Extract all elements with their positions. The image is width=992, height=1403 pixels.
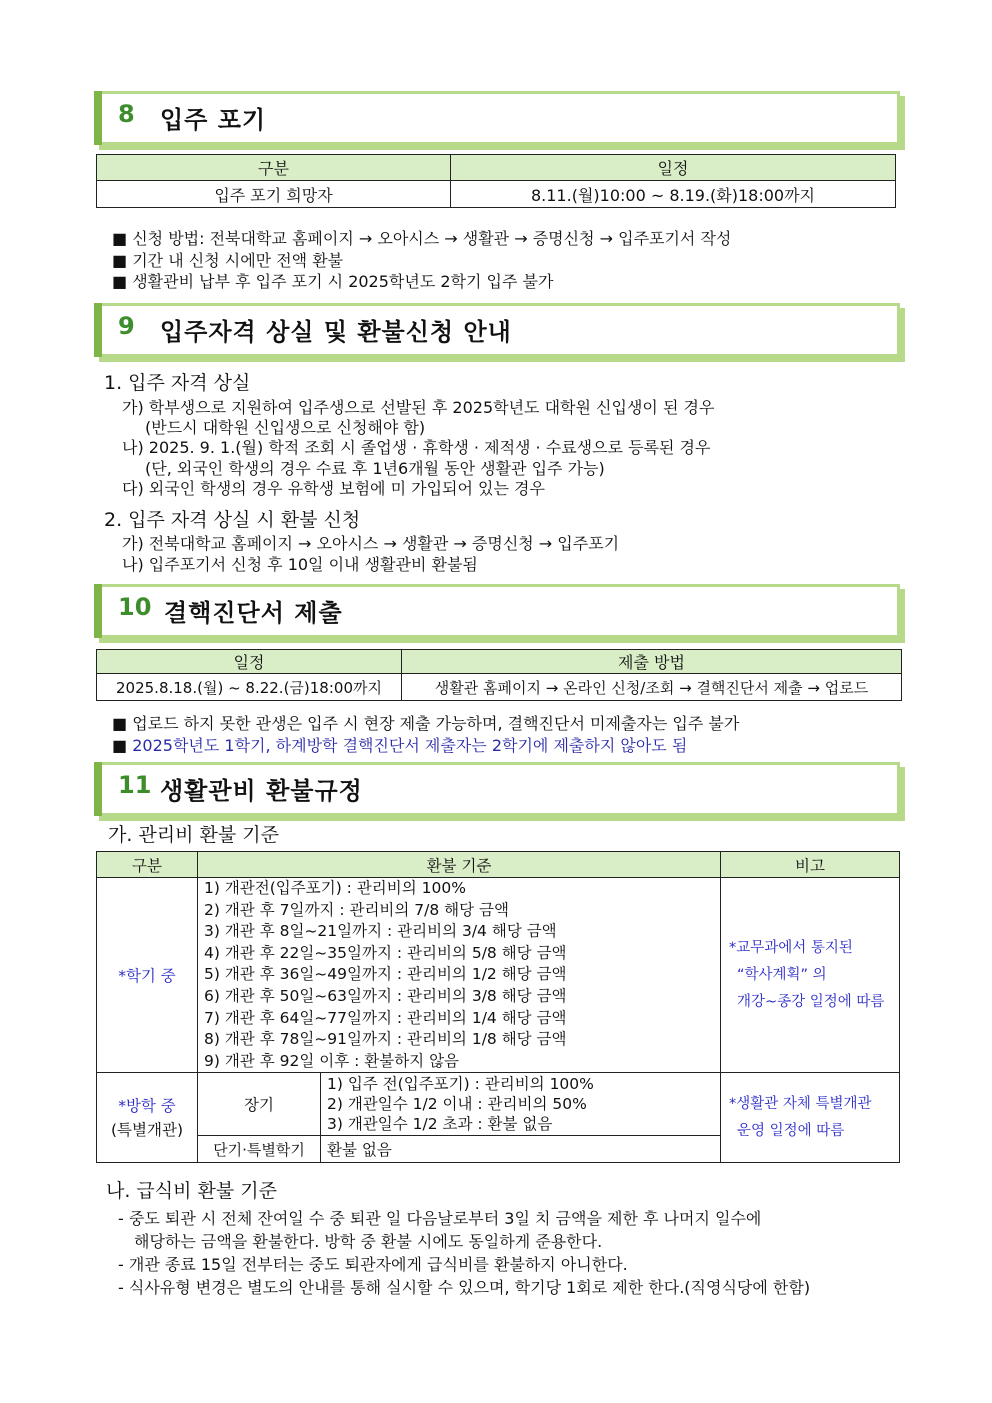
list-item: - 식사유형 변경은 별도의 안내를 통해 실시할 수 있으며, 학기당 1회로 제한 한다.(직영식당에 한함) xyxy=(118,1278,811,1297)
list-item: 가) 학부생으로 지원하여 입주생으로 선발된 후 2025학년도 대학원 신입생이 된 경우 xyxy=(122,398,715,417)
table-header: 일정 xyxy=(451,155,896,181)
list-item: - 중도 퇴관 시 전체 잔여일 수 중 퇴관 일 다음날로부터 3일 치 금액을 제한 후 나머지 일수에 xyxy=(118,1209,762,1228)
list-item: 3) 개관일수 1/2 초과 : 환불 없음 xyxy=(327,1115,553,1134)
bullet: ■ 신청 방법: 전북대학교 홈페이지 → 오아시스 → 생활관 → 증명신청 → 입주포기서 작성 xyxy=(112,229,732,248)
table-header: 구분 xyxy=(97,155,451,181)
table-header: 구분 xyxy=(97,852,198,878)
section-number: 8 xyxy=(118,100,135,128)
list-item: 5) 개관 후 36일~49일까지 : 관리비의 1/2 해당 금액 xyxy=(204,965,567,984)
list-item: (반드시 대학원 신입생으로 신청해야 함) xyxy=(145,418,426,437)
long-term-rules-cell xyxy=(321,1073,721,1136)
table-header: 일정 xyxy=(97,650,402,674)
table-cell xyxy=(97,878,198,1073)
list-item: 해당하는 금액을 환불한다. 방학 중 환불 시에도 동일하게 준용한다. xyxy=(134,1232,603,1251)
list-item: 4) 개관 후 22일~35일까지 : 관리비의 5/8 해당 금액 xyxy=(204,943,567,962)
list-item: 3) 개관 후 8일~21일까지 : 관리비의 3/4 해당 금액 xyxy=(204,922,557,941)
table-cell xyxy=(97,1073,198,1163)
table-header: 비고 xyxy=(721,852,900,878)
subheading: 1. 입주 자격 상실 xyxy=(104,372,251,394)
list-item: 9) 개관 후 92일 이후 : 환불하지 않음 xyxy=(204,1051,460,1070)
list-item: 1) 입주 전(입주포기) : 관리비의 100% xyxy=(327,1075,594,1094)
bullet: ■ 기간 내 신청 시에만 전액 환불 xyxy=(112,251,344,270)
remark-line: *교무과에서 통지된 xyxy=(729,939,853,956)
table-cell: 생활관 홈페이지 → 온라인 신청/조회 → 결핵진단서 제출 → 업로드 xyxy=(402,674,902,701)
vacation-label: *방학 중 xyxy=(118,1096,176,1115)
vacation-sublabel: (특별개관) xyxy=(111,1120,183,1139)
list-item: 6) 개관 후 50일~63일까지 : 관리비의 3/8 해당 금액 xyxy=(204,986,567,1005)
list-item: 가) 전북대학교 홈페이지 → 오아시스 → 생활관 → 증명신청 → 입주포기 xyxy=(122,534,620,553)
list-item: (단, 외국인 학생의 경우 수료 후 1년6개월 동안 생활관 입주 가능) xyxy=(145,459,605,478)
table-cell: 8.11.(월)10:00 ~ 8.19.(화)18:00까지 xyxy=(451,181,896,208)
section-9-header xyxy=(94,303,901,359)
section-11-header xyxy=(94,762,901,818)
section-number: 11 xyxy=(118,771,152,799)
table-cell: 장기 xyxy=(198,1073,321,1136)
table-header: 환불 기준 xyxy=(198,852,721,878)
table-cell: 입주 포기 희망자 xyxy=(97,181,451,208)
section-title: 입주자격 상실 및 환불신청 안내 xyxy=(160,318,512,346)
semester-rules-cell xyxy=(198,878,721,1073)
bullet: ■ 생활관비 납부 후 입주 포기 시 2025학년도 2학기 입주 불가 xyxy=(112,272,554,291)
section-number: 10 xyxy=(118,593,152,621)
list-item: 다) 외국인 학생의 경우 유학생 보험에 미 가입되어 있는 경우 xyxy=(122,479,545,498)
withdrawal-schedule-table xyxy=(96,154,896,208)
bullet-mark: ■ xyxy=(112,736,128,755)
remark-line: 운영 일정에 따름 xyxy=(737,1122,845,1139)
semester-label: *학기 중 xyxy=(118,967,176,986)
tb-certificate-table xyxy=(96,649,902,701)
bullet-text: 2025학년도 1학기, 하계방학 결핵진단서 제출자는 2학기에 제출하지 않아도 됨 xyxy=(132,736,688,755)
list-item: 나) 2025. 9. 1.(월) 학적 조회 시 졸업생 · 휴학생 · 제적생 · 수료생으로 등록된 경우 xyxy=(122,438,711,457)
remark-cell xyxy=(721,1073,900,1163)
list-item: 나) 입주포기서 신청 후 10일 이내 생활관비 환불됨 xyxy=(122,555,478,574)
list-item: 7) 개관 후 64일~77일까지 : 관리비의 1/4 해당 금액 xyxy=(204,1008,567,1027)
section-title: 결핵진단서 제출 xyxy=(164,599,343,627)
remark-line: *생활관 자체 특별개관 xyxy=(729,1095,872,1112)
section-8-header xyxy=(94,91,901,147)
list-item: - 개관 종료 15일 전부터는 중도 퇴관자에게 급식비를 환불하지 아니한다. xyxy=(118,1255,628,1274)
remark-line: “학사계획” 의 xyxy=(737,966,827,983)
management-fee-refund-table xyxy=(96,851,900,1163)
subheading: 가. 관리비 환불 기준 xyxy=(108,824,279,846)
subheading: 2. 입주 자격 상실 시 환불 신청 xyxy=(104,509,361,531)
bullet: ■ 업로드 하지 못한 관생은 입주 시 현장 제출 가능하며, 결핵진단서 미제출자는 입주 불가 xyxy=(112,714,740,733)
table-header: 제출 방법 xyxy=(402,650,902,674)
list-item: 2) 개관 후 7일까지 : 관리비의 7/8 해당 금액 xyxy=(204,900,509,919)
bullet xyxy=(112,733,687,756)
list-item: 2) 개관일수 1/2 이내 : 관리비의 50% xyxy=(327,1095,587,1114)
subheading: 나. 급식비 환불 기준 xyxy=(106,1180,277,1202)
remark-cell xyxy=(721,878,900,1073)
table-cell: 환불 없음 xyxy=(321,1136,721,1163)
section-title: 생활관비 환불규정 xyxy=(160,777,363,805)
section-10-header xyxy=(94,584,901,640)
remark-line: 개강~종강 일정에 따름 xyxy=(737,993,885,1010)
table-cell: 2025.8.18.(월) ~ 8.22.(금)18:00까지 xyxy=(97,674,402,701)
list-item: 1) 개관전(입주포기) : 관리비의 100% xyxy=(204,879,466,897)
section-number: 9 xyxy=(118,312,135,340)
table-cell: 단기·특별학기 xyxy=(198,1136,321,1163)
list-item: 8) 개관 후 78일~91일까지 : 관리비의 1/8 해당 금액 xyxy=(204,1030,567,1049)
section-title: 입주 포기 xyxy=(160,106,267,134)
